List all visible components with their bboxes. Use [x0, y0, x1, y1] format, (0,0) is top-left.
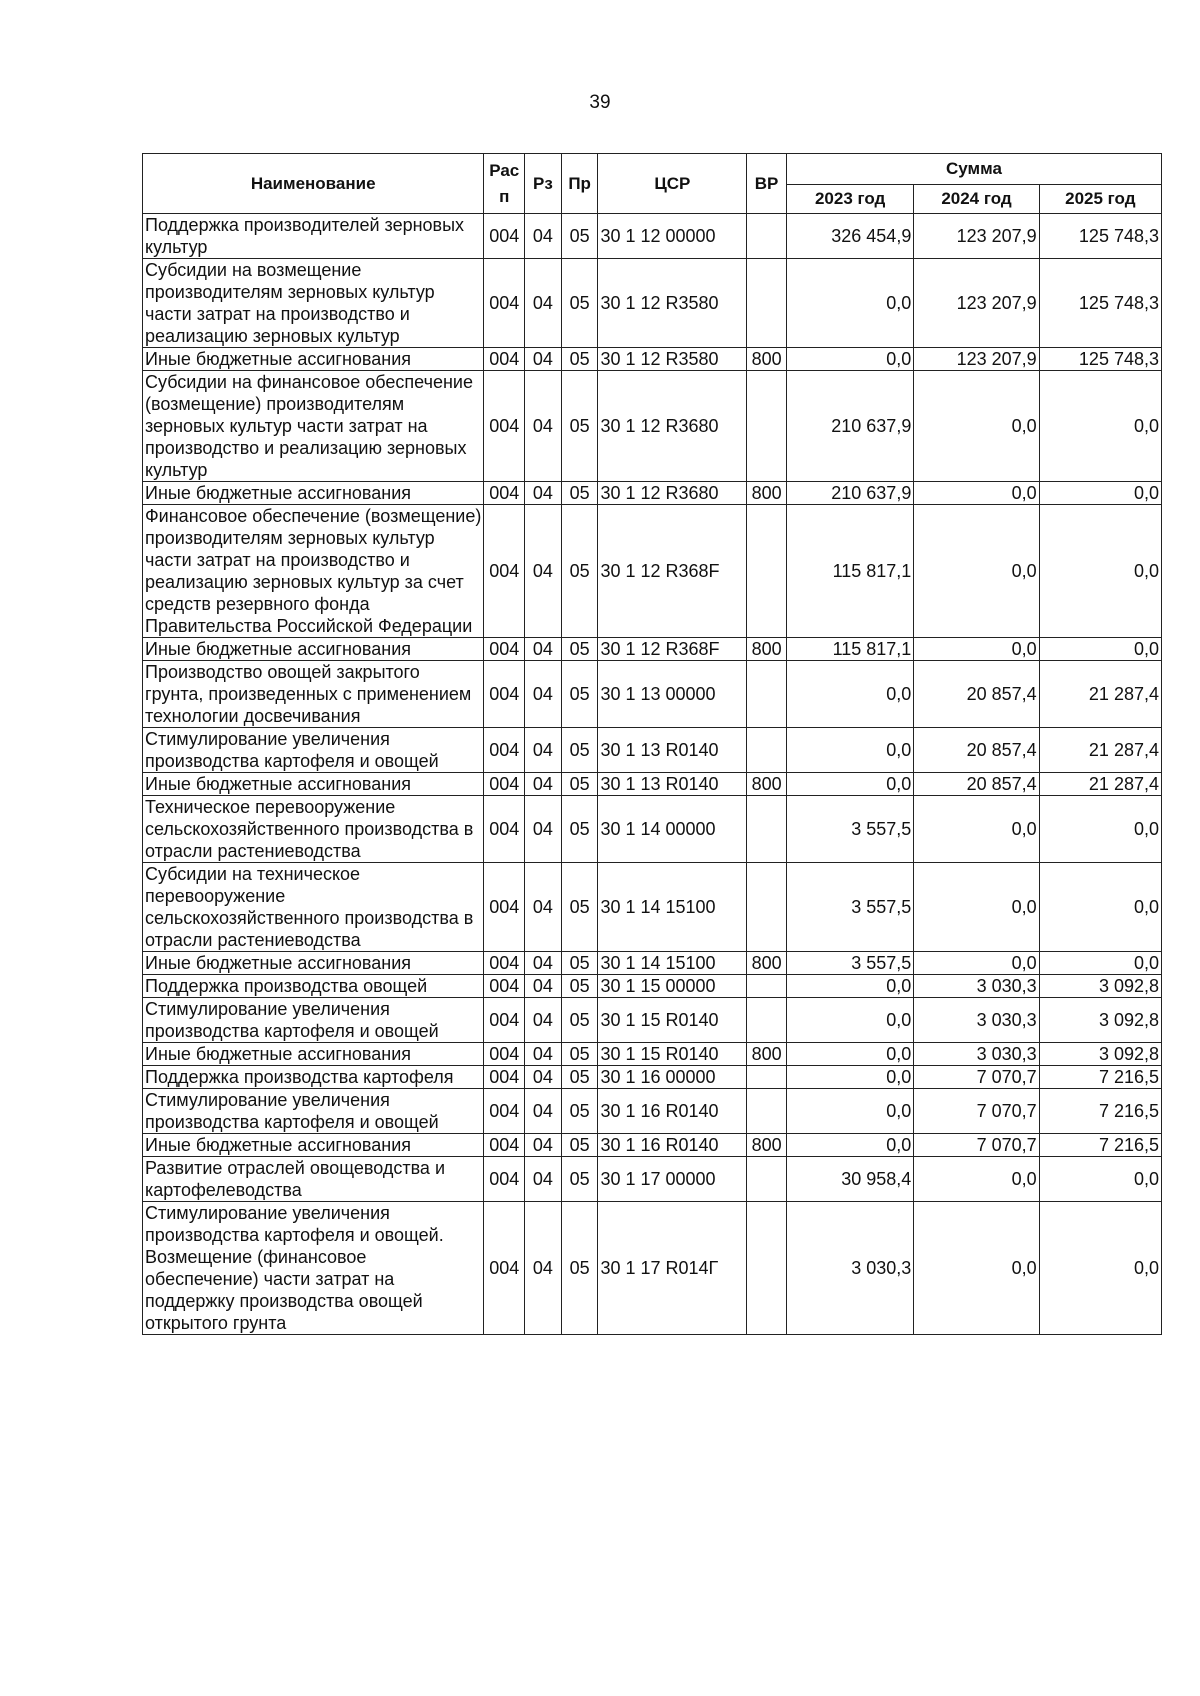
table-row: [143, 259, 1162, 348]
cell-2025: 21 287,4: [1039, 728, 1161, 773]
cell-vr: [747, 863, 787, 952]
cell-rz: 04: [525, 371, 562, 482]
cell-2025: 0,0: [1039, 796, 1161, 863]
cell-pr: 05: [561, 863, 598, 952]
table-row: [143, 638, 1162, 661]
cell-rz: 04: [525, 796, 562, 863]
cell-rz: 04: [525, 638, 562, 661]
cell-vr: 800: [747, 1134, 787, 1157]
cell-name: Стимулирование увеличения производства картофеля и овощей: [143, 728, 484, 773]
cell-rz: 04: [525, 975, 562, 998]
cell-vr: 800: [747, 773, 787, 796]
table-row: [143, 773, 1162, 796]
cell-2024: 0,0: [914, 482, 1039, 505]
cell-2025: 125 748,3: [1039, 348, 1161, 371]
cell-2024: 123 207,9: [914, 259, 1039, 348]
cell-pr: 05: [561, 998, 598, 1043]
cell-name: Субсидии на финансовое обеспечение (возмещение) производителям зерновых культур части затрат на производство и реализацию зерновых культур: [143, 371, 484, 482]
cell-pr: 05: [561, 505, 598, 638]
cell-2025: 7 216,5: [1039, 1066, 1161, 1089]
cell-rz: 04: [525, 1089, 562, 1134]
cell-rz: 04: [525, 1043, 562, 1066]
cell-name: Иные бюджетные ассигнования: [143, 1043, 484, 1066]
cell-2024: 3 030,3: [914, 975, 1039, 998]
cell-pr: 05: [561, 259, 598, 348]
table-row: [143, 1066, 1162, 1089]
cell-2025: 21 287,4: [1039, 661, 1161, 728]
cell-pr: 05: [561, 482, 598, 505]
table-row: [143, 975, 1162, 998]
cell-csr: 30 1 13 00000: [598, 661, 747, 728]
cell-csr: 30 1 14 00000: [598, 796, 747, 863]
cell-rasp: 004: [484, 1043, 525, 1066]
cell-vr: [747, 661, 787, 728]
cell-name: Субсидии на возмещение производителям зерновых культур части затрат на производство и реализацию зерновых культур: [143, 259, 484, 348]
page-number: 39: [589, 92, 611, 113]
cell-2025: 0,0: [1039, 638, 1161, 661]
header-rz: Рз: [525, 154, 562, 214]
cell-csr: 30 1 15 R0140: [598, 998, 747, 1043]
cell-csr: 30 1 12 R3680: [598, 482, 747, 505]
cell-2024: 7 070,7: [914, 1134, 1039, 1157]
cell-2025: 0,0: [1039, 482, 1161, 505]
cell-vr: 800: [747, 952, 787, 975]
cell-name: Иные бюджетные ассигнования: [143, 773, 484, 796]
cell-2023: 30 958,4: [786, 1157, 913, 1202]
header-sum: Сумма: [786, 154, 1161, 185]
cell-csr: 30 1 16 R0140: [598, 1134, 747, 1157]
cell-2025: 3 092,8: [1039, 975, 1161, 998]
cell-rz: 04: [525, 482, 562, 505]
table-row: [143, 371, 1162, 482]
cell-2025: 0,0: [1039, 863, 1161, 952]
cell-2023: 115 817,1: [786, 505, 913, 638]
cell-csr: 30 1 12 R368F: [598, 638, 747, 661]
cell-rz: 04: [525, 661, 562, 728]
cell-rasp: 004: [484, 975, 525, 998]
cell-name: Поддержка производства картофеля: [143, 1066, 484, 1089]
cell-2025: 125 748,3: [1039, 259, 1161, 348]
cell-rz: 04: [525, 1066, 562, 1089]
cell-rz: 04: [525, 1202, 562, 1335]
cell-pr: 05: [561, 796, 598, 863]
cell-vr: [747, 1089, 787, 1134]
cell-2024: 20 857,4: [914, 661, 1039, 728]
header-vr: ВР: [747, 154, 787, 214]
cell-2023: 210 637,9: [786, 371, 913, 482]
table-row: [143, 796, 1162, 863]
table-row: [143, 1089, 1162, 1134]
cell-rz: 04: [525, 952, 562, 975]
cell-vr: 800: [747, 638, 787, 661]
cell-rasp: 004: [484, 1202, 525, 1335]
cell-rz: 04: [525, 998, 562, 1043]
cell-name: Производство овощей закрытого грунта, произведенных с применением технологии досвечивания: [143, 661, 484, 728]
cell-name: Техническое перевооружение сельскохозяйственного производства в отрасли растениеводства: [143, 796, 484, 863]
cell-2025: 0,0: [1039, 952, 1161, 975]
cell-rasp: 004: [484, 505, 525, 638]
cell-2024: 0,0: [914, 371, 1039, 482]
cell-name: Иные бюджетные ассигнования: [143, 482, 484, 505]
cell-csr: 30 1 13 R0140: [598, 728, 747, 773]
cell-name: Стимулирование увеличения производства картофеля и овощей: [143, 1089, 484, 1134]
cell-rasp: 004: [484, 728, 525, 773]
cell-2023: 0,0: [786, 348, 913, 371]
cell-2023: 0,0: [786, 1089, 913, 1134]
table-row: [143, 482, 1162, 505]
cell-2025: 0,0: [1039, 1157, 1161, 1202]
cell-2024: 3 030,3: [914, 998, 1039, 1043]
cell-rz: 04: [525, 348, 562, 371]
cell-rasp: 004: [484, 863, 525, 952]
cell-2025: 0,0: [1039, 1202, 1161, 1335]
cell-pr: 05: [561, 1043, 598, 1066]
cell-name: Иные бюджетные ассигнования: [143, 348, 484, 371]
cell-2024: 0,0: [914, 1157, 1039, 1202]
cell-rz: 04: [525, 863, 562, 952]
cell-csr: 30 1 14 15100: [598, 952, 747, 975]
cell-2025: 7 216,5: [1039, 1134, 1161, 1157]
cell-2023: 0,0: [786, 259, 913, 348]
cell-rasp: 004: [484, 952, 525, 975]
cell-name: Поддержка производства овощей: [143, 975, 484, 998]
cell-vr: 800: [747, 1043, 787, 1066]
cell-rasp: 004: [484, 482, 525, 505]
cell-2024: 0,0: [914, 638, 1039, 661]
cell-name: Стимулирование увеличения производства картофеля и овощей. Возмещение (финансовое обеспечение) части затрат на поддержку производства овощей открытого грунта: [143, 1202, 484, 1335]
cell-name: Поддержка производителей зерновых культур: [143, 214, 484, 259]
cell-csr: 30 1 12 00000: [598, 214, 747, 259]
cell-rz: 04: [525, 1157, 562, 1202]
cell-2023: 0,0: [786, 1066, 913, 1089]
cell-2024: 3 030,3: [914, 1043, 1039, 1066]
cell-rasp: 004: [484, 661, 525, 728]
cell-2024: 0,0: [914, 796, 1039, 863]
cell-rasp: 004: [484, 1157, 525, 1202]
cell-vr: [747, 728, 787, 773]
header-csr: ЦСР: [598, 154, 747, 214]
cell-name: Стимулирование увеличения производства картофеля и овощей: [143, 998, 484, 1043]
cell-name: Иные бюджетные ассигнования: [143, 638, 484, 661]
cell-pr: 05: [561, 1066, 598, 1089]
table-row: [143, 1157, 1162, 1202]
cell-rasp: 004: [484, 348, 525, 371]
cell-name: Иные бюджетные ассигнования: [143, 1134, 484, 1157]
cell-2023: 3 557,5: [786, 796, 913, 863]
cell-csr: 30 1 15 R0140: [598, 1043, 747, 1066]
cell-csr: 30 1 12 R368F: [598, 505, 747, 638]
cell-2023: 0,0: [786, 1134, 913, 1157]
cell-vr: [747, 1202, 787, 1335]
cell-2023: 0,0: [786, 728, 913, 773]
cell-rasp: 004: [484, 796, 525, 863]
cell-2023: 3 557,5: [786, 952, 913, 975]
cell-2023: 0,0: [786, 998, 913, 1043]
cell-pr: 05: [561, 1202, 598, 1335]
cell-rz: 04: [525, 214, 562, 259]
table-row: [143, 728, 1162, 773]
cell-2025: 125 748,3: [1039, 214, 1161, 259]
cell-csr: 30 1 16 R0140: [598, 1089, 747, 1134]
cell-rasp: 004: [484, 371, 525, 482]
cell-pr: 05: [561, 371, 598, 482]
cell-name: Развитие отраслей овощеводства и картофелеводства: [143, 1157, 484, 1202]
cell-rasp: 004: [484, 773, 525, 796]
cell-rz: 04: [525, 773, 562, 796]
cell-2023: 115 817,1: [786, 638, 913, 661]
cell-csr: 30 1 12 R3580: [598, 259, 747, 348]
cell-2025: 7 216,5: [1039, 1089, 1161, 1134]
cell-rz: 04: [525, 728, 562, 773]
cell-rasp: 004: [484, 1066, 525, 1089]
table-body: [143, 214, 1162, 1335]
cell-vr: [747, 259, 787, 348]
cell-2024: 0,0: [914, 1202, 1039, 1335]
cell-rz: 04: [525, 259, 562, 348]
table-row: [143, 214, 1162, 259]
cell-vr: [747, 1157, 787, 1202]
cell-pr: 05: [561, 728, 598, 773]
cell-2024: 0,0: [914, 505, 1039, 638]
cell-csr: 30 1 17 00000: [598, 1157, 747, 1202]
table-row: [143, 348, 1162, 371]
cell-rasp: 004: [484, 214, 525, 259]
cell-2023: 0,0: [786, 661, 913, 728]
cell-vr: [747, 998, 787, 1043]
cell-2023: 3 557,5: [786, 863, 913, 952]
cell-vr: [747, 505, 787, 638]
cell-vr: [747, 371, 787, 482]
cell-2024: 123 207,9: [914, 214, 1039, 259]
cell-csr: 30 1 14 15100: [598, 863, 747, 952]
cell-2023: 326 454,9: [786, 214, 913, 259]
header-year-2024: 2024 год: [914, 185, 1039, 214]
cell-pr: 05: [561, 214, 598, 259]
cell-name: Иные бюджетные ассигнования: [143, 952, 484, 975]
table-header-row: [143, 154, 1162, 185]
cell-rasp: 004: [484, 998, 525, 1043]
cell-name: Финансовое обеспечение (возмещение) производителям зерновых культур части затрат на производство и реализацию зерновых культур за счет средств резервного фонда Правительства Российской Федерации: [143, 505, 484, 638]
cell-rz: 04: [525, 1134, 562, 1157]
cell-pr: 05: [561, 638, 598, 661]
cell-2023: 0,0: [786, 975, 913, 998]
cell-vr: [747, 214, 787, 259]
cell-pr: 05: [561, 773, 598, 796]
header-rasp: Рас п: [484, 154, 525, 214]
header-year-2023: 2023 год: [786, 185, 913, 214]
budget-table: [142, 153, 1162, 1335]
cell-vr: [747, 796, 787, 863]
cell-pr: 05: [561, 348, 598, 371]
header-pr: Пр: [561, 154, 598, 214]
cell-rasp: 004: [484, 638, 525, 661]
cell-name: Субсидии на техническое перевооружение сельскохозяйственного производства в отрасли растениеводства: [143, 863, 484, 952]
cell-2024: 20 857,4: [914, 728, 1039, 773]
table-row: [143, 1043, 1162, 1066]
cell-rasp: 004: [484, 1134, 525, 1157]
cell-2025: 0,0: [1039, 371, 1161, 482]
cell-pr: 05: [561, 975, 598, 998]
cell-2025: 0,0: [1039, 505, 1161, 638]
table-row: [143, 952, 1162, 975]
cell-rz: 04: [525, 505, 562, 638]
cell-rasp: 004: [484, 259, 525, 348]
cell-csr: 30 1 13 R0140: [598, 773, 747, 796]
cell-2025: 3 092,8: [1039, 998, 1161, 1043]
table-row: [143, 661, 1162, 728]
cell-csr: 30 1 16 00000: [598, 1066, 747, 1089]
cell-pr: 05: [561, 1134, 598, 1157]
cell-pr: 05: [561, 952, 598, 975]
cell-pr: 05: [561, 1089, 598, 1134]
cell-2025: 3 092,8: [1039, 1043, 1161, 1066]
header-year-2025: 2025 год: [1039, 185, 1161, 214]
table-row: [143, 863, 1162, 952]
cell-vr: 800: [747, 482, 787, 505]
cell-pr: 05: [561, 1157, 598, 1202]
cell-2024: 7 070,7: [914, 1066, 1039, 1089]
cell-2023: 210 637,9: [786, 482, 913, 505]
cell-2025: 21 287,4: [1039, 773, 1161, 796]
cell-2023: 0,0: [786, 773, 913, 796]
cell-2024: 123 207,9: [914, 348, 1039, 371]
table-row: [143, 1202, 1162, 1335]
cell-2024: 7 070,7: [914, 1089, 1039, 1134]
cell-csr: 30 1 12 R3680: [598, 371, 747, 482]
cell-vr: 800: [747, 348, 787, 371]
cell-2024: 20 857,4: [914, 773, 1039, 796]
cell-2024: 0,0: [914, 863, 1039, 952]
cell-csr: 30 1 17 R014Г: [598, 1202, 747, 1335]
cell-rasp: 004: [484, 1089, 525, 1134]
cell-csr: 30 1 12 R3580: [598, 348, 747, 371]
cell-2023: 3 030,3: [786, 1202, 913, 1335]
cell-vr: [747, 975, 787, 998]
header-name: Наименование: [143, 154, 484, 214]
table-row: [143, 998, 1162, 1043]
table-row: [143, 505, 1162, 638]
table-row: [143, 1134, 1162, 1157]
cell-vr: [747, 1066, 787, 1089]
cell-csr: 30 1 15 00000: [598, 975, 747, 998]
cell-2024: 0,0: [914, 952, 1039, 975]
cell-pr: 05: [561, 661, 598, 728]
cell-2023: 0,0: [786, 1043, 913, 1066]
